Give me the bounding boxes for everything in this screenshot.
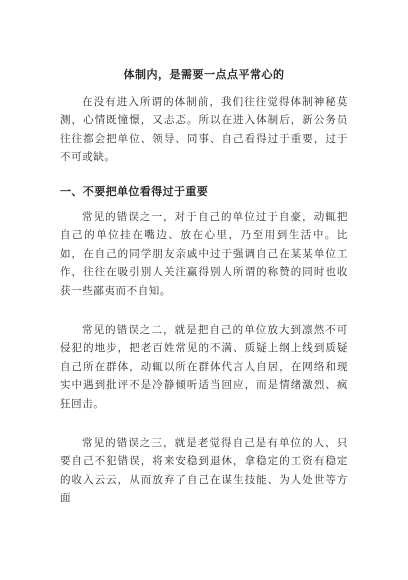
intro-paragraph: 在没有进入所谓的体制前，我们往往觉得体制神秘莫测，心情既憧憬，又忐忑。所以在进入体制后，新公务员往往都会把单位、领导、同事、自己看得过于重要，过于不可或缺。 [60,96,348,164]
document-title: 体制内，是需要一点点平常心的 [123,68,285,81]
paragraph-2: 常见的错误之二，就是把自己的单位放大到凛然不可侵犯的地步，把老百姓常见的不满、质疑上纲上线到质疑自己所在群体，动辄以所在群体代言人自居，在网络和现实中遇到批评不是冷静倾听适当回应，而是情绪激烈、疯狂回击。 [60,324,348,410]
paragraph-3: 常见的错误之三，就是老觉得自己是有单位的人，只要自己不犯错误，将来安稳到退休，拿稳定的工资有稳定的收入云云，从而放弃了自己在谋生技能、为人处世等方面 [60,437,348,505]
paragraph-1: 常见的错误之一，对于自己的单位过于自豪，动辄把自己的单位挂在嘴边、放在心里，乃至用到生活中。比如，在自己的同学朋友亲戚中过于强调自己在某某单位工作，往往在吸引别人关注赢得别人所谓的称赞的同时也收获一些鄙夷而不自知。 [60,211,348,297]
section-heading: 一、不要把单位看得过于重要 [60,185,209,198]
